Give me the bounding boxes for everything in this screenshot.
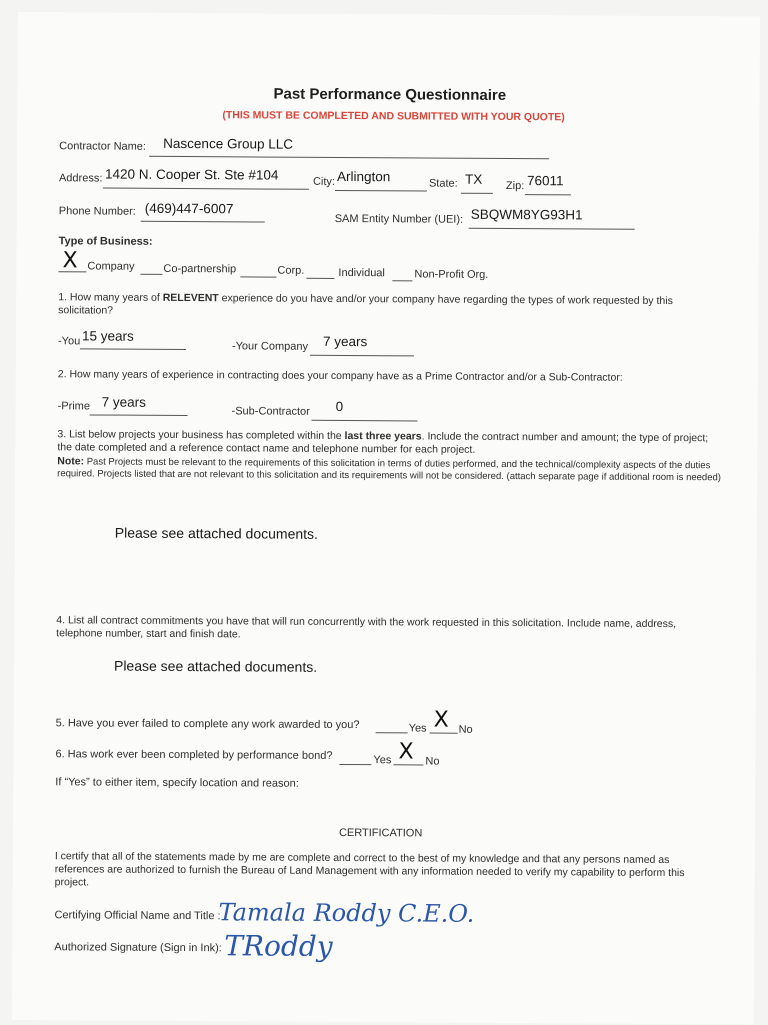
q5-yes-blank <box>376 732 408 733</box>
q5-yes-label: Yes <box>408 722 427 735</box>
contractor-name-label: Contractor Name: <box>59 140 147 153</box>
zip-value[interactable]: 76011 <box>526 173 564 189</box>
page-subtitle: (THIS MUST BE COMPLETED AND SUBMITTED WITH YOUR QUOTE) <box>222 109 565 124</box>
state-value[interactable]: TX <box>464 171 483 187</box>
certifying-official-label: Certifying Official Name and Title : <box>54 909 221 923</box>
q2-sub-line <box>312 420 418 422</box>
certification-heading: CERTIFICATION <box>338 826 423 840</box>
city-value[interactable]: Arlington <box>336 168 391 185</box>
address-label: Address: <box>58 172 103 185</box>
q2-sub-value[interactable]: 0 <box>335 398 344 414</box>
state-line <box>461 193 493 194</box>
q2-sub-label: -Sub-Contractor <box>231 405 310 418</box>
company-checkmark[interactable]: X <box>62 248 78 274</box>
option-co-partnership: Co-partnership <box>163 262 237 276</box>
q3-answer[interactable]: Please see attached documents. <box>114 524 319 542</box>
questionnaire-page <box>12 12 760 1025</box>
question-5: 5. Have you ever failed to complete any work awarded to you? <box>55 717 360 732</box>
certifying-official-value[interactable]: Tamala Roddy C.E.O. <box>218 898 475 928</box>
q5-no-label: No <box>458 723 473 736</box>
q1-you-value[interactable]: 15 years <box>81 328 134 344</box>
q1-you-line <box>80 348 186 350</box>
address-line <box>103 188 309 190</box>
page-title: Past Performance Questionnaire <box>273 85 507 104</box>
question-1: 1. How many years of RELEVENT experience do you have and/or your company have regarding the types of work requested by this solicitation? <box>58 291 673 317</box>
signature-label: Authorized Signature (Sign in Ink): <box>54 941 222 955</box>
authorized-signature[interactable]: TRoddy <box>224 929 333 963</box>
question-6: 6. Has work ever been completed by performance bond? <box>55 748 333 762</box>
state-label: State: <box>428 177 458 190</box>
if-yes-instruction: If “Yes” to either item, specify location and reason: <box>55 776 299 790</box>
question-3: 3. List below projects your business has completed within the last three years. Include the contract number and amount; the type of project; the date completed and a reference contact name and telephone number for each project. <box>57 428 709 456</box>
q1-company-label: -Your Company <box>231 340 309 353</box>
nonprofit-blank <box>392 280 412 281</box>
q2-prime-value[interactable]: 7 years <box>101 394 146 410</box>
zip-line <box>525 194 571 195</box>
contractor-name-line <box>149 156 549 159</box>
q5-no-blank <box>430 733 458 734</box>
option-corp: Corp. <box>277 264 305 277</box>
phone-value[interactable]: (469)447-6007 <box>144 200 234 217</box>
phone-label: Phone Number: <box>58 205 136 218</box>
business-type-label: Type of Business: <box>58 235 153 248</box>
individual-blank <box>306 278 334 279</box>
phone-line <box>141 221 265 223</box>
sam-value[interactable]: SBQWM8YG93H1 <box>470 206 583 223</box>
question-2: 2. How many years of experience in contracting does your company have as a Prime Contractor and/or a Sub-Contractor: <box>57 368 623 384</box>
sam-line <box>469 228 635 230</box>
question-3-note: Note: Past Projects must be relevant to the requirements of this solicitation in terms of duties performed, and the technical/complexity aspects of the duties required. Projects listed that are not relevant to this solicitation and its requirements will not be considered. (attach separate page if additional room is needed) <box>57 455 721 484</box>
copartnership-blank <box>140 274 162 275</box>
q1-you-label: -You <box>57 335 81 348</box>
q1-company-value[interactable]: 7 years <box>322 333 368 350</box>
city-label: City: <box>312 175 336 188</box>
q6-no-checkmark[interactable]: X <box>398 739 414 765</box>
q6-yes-blank <box>339 764 371 765</box>
q5-no-checkmark[interactable]: X <box>433 707 449 733</box>
q4-answer[interactable]: Please see attached documents. <box>113 657 318 675</box>
city-line <box>335 190 427 192</box>
q6-no-label: No <box>425 755 440 768</box>
question-4: 4. List all contract commitments you have that will run concurrently with the work requested in this solicitation. Include name, address, telephone number, start and finish date. <box>56 614 677 641</box>
q6-no-blank <box>393 764 423 765</box>
address-value[interactable]: 1420 N. Cooper St. Ste #104 <box>104 166 279 183</box>
q2-prime-line <box>90 414 188 416</box>
contractor-name-value[interactable]: Nascence Group LLC <box>163 135 294 152</box>
zip-label: Zip: <box>505 179 525 193</box>
company-blank <box>58 271 86 272</box>
option-company: Company <box>87 260 135 273</box>
q6-yes-label: Yes <box>373 754 392 767</box>
q1-company-line <box>310 355 414 357</box>
q2-prime-label: -Prime <box>57 400 91 413</box>
sam-label: SAM Entity Number (UEI): <box>334 212 464 226</box>
certification-text: I certify that all of the statements made by me are complete and correct to the best of my knowledge and that any persons named as references are authorized to furnish the Bureau of Land Management with any information needed to verify my capability to perform this project. <box>54 850 685 889</box>
corp-blank <box>240 276 276 277</box>
option-non-profit: Non-Profit Org. <box>414 268 489 281</box>
option-individual: Individual <box>338 266 385 280</box>
